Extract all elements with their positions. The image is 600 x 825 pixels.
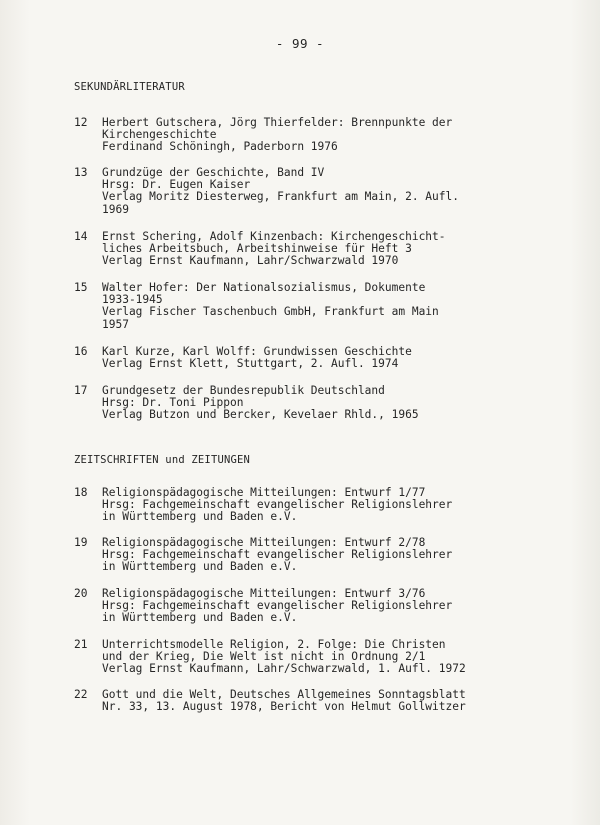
- entry-number: 14: [74, 230, 88, 243]
- entry-line: Grundgesetz der Bundesrepublik Deutschland: [102, 384, 385, 397]
- entry-number: 22: [74, 688, 88, 701]
- entry-line: Hrsg: Fachgemeinschaft evangelischer Religionslehrer: [102, 498, 453, 512]
- entry-line: 1957: [102, 317, 129, 331]
- page-number: - 99 -: [275, 36, 325, 51]
- entry-line: Religionspädagogische Mitteilungen: Entwurf 1/77: [102, 486, 426, 499]
- entry-line: Herbert Gutschera, Jörg Thierfelder: Brennpunkte der: [102, 116, 453, 129]
- entry-number: 15: [74, 281, 88, 294]
- entry-line: Walter Hofer: Der Nationalsozialismus, Dokumente: [102, 281, 426, 294]
- entry-line: Verlag Moritz Diesterweg, Frankfurt am Main, 2. Aufl.: [102, 190, 459, 204]
- section-heading-sekundaerliteratur: SEKUNDÄRLITERATUR: [74, 81, 185, 93]
- entry-line: Verlag Fischer Taschenbuch GmbH, Frankfurt am Main: [102, 305, 439, 319]
- entry-line: liches Arbeitsbuch, Arbeitshinweise für Heft 3: [102, 242, 412, 256]
- entry-number: 20: [74, 587, 88, 600]
- entry-line: in Württemberg und Baden e.V.: [102, 611, 298, 625]
- entry-line: Verlag Ernst Klett, Stuttgart, 2. Aufl. 1974: [102, 357, 399, 371]
- entry-line: Verlag Ernst Kaufmann, Lahr/Schwarzwald 1970: [102, 254, 399, 268]
- entry-line: Religionspädagogische Mitteilungen: Entwurf 3/76: [102, 587, 426, 600]
- entry-line: Hrsg: Dr. Toni Pippon: [102, 396, 244, 410]
- entry-number: 21: [74, 638, 88, 651]
- entry-number: 18: [74, 486, 88, 499]
- entry-number: 16: [74, 345, 88, 358]
- entry-line: in Württemberg und Baden e.V.: [102, 560, 298, 574]
- entry-line: Gott und die Welt, Deutsches Allgemeines Sonntagsblatt: [102, 688, 466, 701]
- entry-line: Ferdinand Schöningh, Paderborn 1976: [102, 140, 338, 154]
- entry-line: und der Krieg, Die Welt ist nicht in Ordnung 2/1: [102, 650, 426, 664]
- entry-number: 12: [74, 116, 88, 129]
- entry-line: Karl Kurze, Karl Wolff: Grundwissen Geschichte: [102, 345, 412, 358]
- entry-line: Verlag Butzon und Bercker, Kevelaer Rhld., 1965: [102, 408, 419, 422]
- entry-line: in Württemberg und Baden e.V.: [102, 510, 298, 524]
- entry-line: 1933-1945: [102, 293, 163, 307]
- entry-line: 1969: [102, 202, 129, 216]
- entry-line: Hrsg: Dr. Eugen Kaiser: [102, 178, 251, 192]
- entry-line: Ernst Schering, Adolf Kinzenbach: Kirchengeschicht-: [102, 230, 446, 243]
- entry-line: Hrsg: Fachgemeinschaft evangelischer Religionslehrer: [102, 599, 453, 613]
- entry-line: Nr. 33, 13. August 1978, Bericht von Helmut Gollwitzer: [102, 700, 466, 714]
- entry-line: Hrsg: Fachgemeinschaft evangelischer Religionslehrer: [102, 548, 453, 562]
- entry-line: Religionspädagogische Mitteilungen: Entwurf 2/78: [102, 536, 426, 549]
- entry-number: 13: [74, 166, 88, 179]
- entry-line: Unterrichtsmodelle Religion, 2. Folge: Die Christen: [102, 638, 446, 651]
- entry-number: 17: [74, 384, 88, 397]
- section-heading-zeitschriften: ZEITSCHRIFTEN und ZEITUNGEN: [74, 454, 251, 466]
- entry-line: Verlag Ernst Kaufmann, Lahr/Schwarzwald, 1. Aufl. 1972: [102, 662, 466, 676]
- entry-line: Grundzüge der Geschichte, Band IV: [102, 166, 325, 179]
- entry-number: 19: [74, 536, 88, 549]
- entry-line: Kirchengeschichte: [102, 128, 217, 142]
